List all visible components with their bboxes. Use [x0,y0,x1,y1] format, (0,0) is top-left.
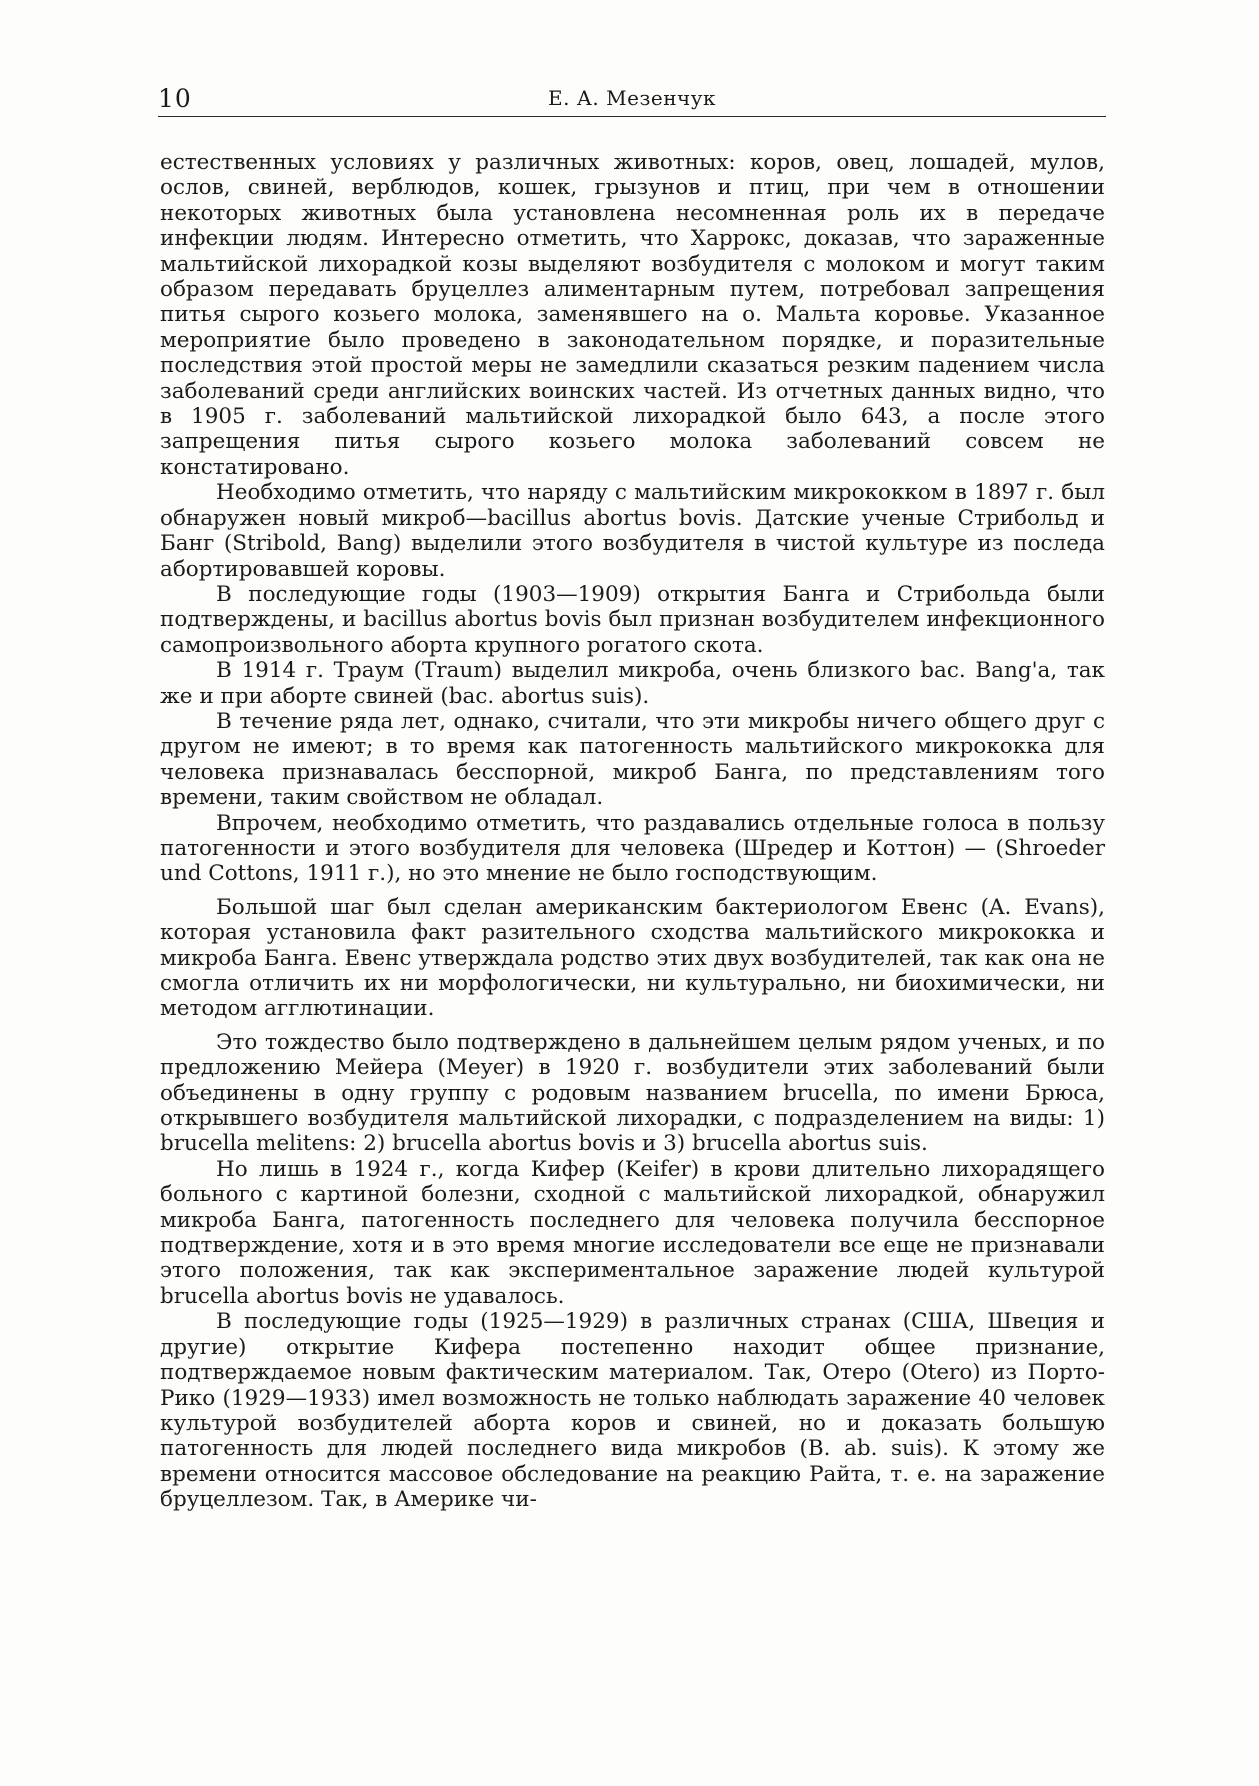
paragraph-7: Большой шаг был сделан американским бактериологом Евенс (A. Evans), которая установила факт разительного сходства мальтийского микрококка и микроба Банга. Евенс утверждала родство этих двух возбудителей, так как она не смогла отличить их ни морфологически, ни культурально, ни биохимически, ни методом агглютинации. [160,894,1105,1022]
page-number: 10 [158,84,192,113]
page-header [158,82,1106,117]
paragraph-3: В последующие годы (1903—1909) открытия Банга и Стрибольда были подтверждены, и bacillus abortus bovis был признан возбудителем инфекционного самопроизвольного аборта крупного рогатого скота. [160,581,1105,658]
running-head-author: Е. А. Мезенчук [547,86,717,110]
body-text [160,150,1105,1513]
paragraph-2: Необходимо отметить, что наряду с мальтийским микрококком в 1897 г. был обнаружен новый микроб—bacillus abortus bovis. Датские ученые Стрибольд и Банг (Stribold, Bang) выделили этого возбудителя в чистой культуре из последа абортировавшей коровы. [160,480,1105,582]
paragraph-8: Это тождество было подтверждено в дальнейшем целым рядом ученых, и по предложению Мейера (Meyer) в 1920 г. возбудители этих заболеваний были объединены в одну группу с родовым названием brucella, по имени Брюса, открывшего возбудителя мальтийской лихорадки, с подразделением на виды: 1) brucella melitens: 2) brucella abortus bovis и 3) brucella abortus suis. [160,1029,1105,1157]
paragraph-10: В последующие годы (1925—1929) в различных странах (США, Швеция и другие) открытие Кифера постепенно находит общее признание, подтверждаемое новым фактическим материалом. Так, Отеро (Otero) из Порто-Рико (1929—1933) имел возможность не только наблюдать заражение 40 человек культурой возбудителей аборта коров и свиней, но и доказать большую патогенность для людей последнего вида микробов (B. ab. suis). К этому же времени относится массовое обследование на реакцию Райта, т. е. на заражение бруцеллезом. Так, в Америке чи- [160,1309,1105,1513]
paragraph-9: Но лишь в 1924 г., когда Кифер (Keifer) в крови длительно лихорадящего больного с картиной болезни, сходной с мальтийской лихорадкой, обнаружил микроба Банга, патогенность последнего для человека получила бесспорное подтверждение, хотя и в это время многие исследователи все еще не признавали этого положения, так как экспериментальное заражение людей культурой brucella abortus bovis не удавалось. [160,1156,1105,1309]
paragraph-5: В течение ряда лет, однако, считали, что эти микробы ничего общего друг с другом не имеют; в то время как патогенность мальтийского микрококка для человека признавалась бесспорной, микроб Банга, по представлениям того времени, таким свойством не обладал. [160,708,1105,811]
paragraph-4: В 1914 г. Траум (Traum) выделил микроба, очень близкого bac. Bang'a, так же и при аборте свиней (bac. abortus suis). [160,658,1105,709]
paragraph-6: Впрочем, необходимо отметить, что раздавались отдельные голоса в пользу патогенности и этого возбудителя для человека (Шредер и Коттон) — (Shroeder und Cottons, 1911 г.), но это мнение не было господствующим. [160,810,1105,887]
paragraph-1: естественных условиях у различных животных: коров, овец, лошадей, мулов, ослов, свиней, верблюдов, кошек, грызунов и птиц, при чем в отношении некоторых животных была установлена несомненная роль их в передаче инфекции людям. Интересно отметить, что Харрокс, доказав, что зараженные мальтийской лихорадкой козы выделяют возбудителя с молоком и могут таким образом передавать бруцеллез алиментарным путем, потребовал запрещения питья сырого козьего молока, заменявшего на о. Мальта коровье. Указанное мероприятие было проведено в законодательном порядке, и поразительные последствия этой простой меры не замедлили сказаться резким падением числа заболеваний среди английских воинских частей. Из отчетных данных видно, что в 1905 г. заболеваний мальтийской лихорадкой было 643, а после этого запрещения питья сырого козьего молока заболеваний совсем не констатировано. [160,150,1105,480]
